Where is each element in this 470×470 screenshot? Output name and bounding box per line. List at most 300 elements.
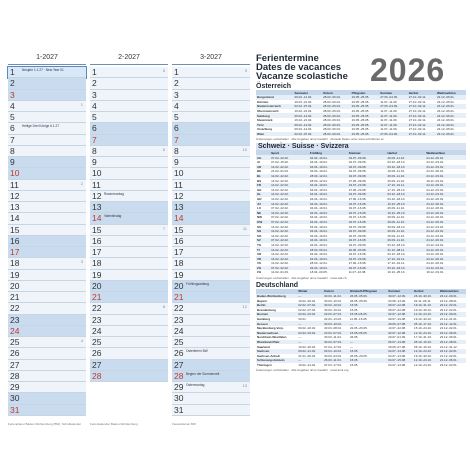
- date-cell: 24.12.-03.01.: [425, 266, 466, 271]
- day-cell[interactable]: [172, 112, 250, 123]
- day-number: 10: [10, 168, 20, 179]
- day-cell[interactable]: [172, 405, 250, 416]
- column-header: Herbst: [408, 90, 436, 95]
- date-cell: 04.04.-19.04.: [309, 242, 328, 247]
- year-heading: 2026: [370, 52, 446, 88]
- day-number: 2: [92, 78, 97, 89]
- date-cell: 24.12.-06.01.: [436, 123, 466, 128]
- day-cell[interactable]: [90, 191, 168, 202]
- region-cell: ZG: [256, 266, 270, 271]
- day-cell[interactable]: [8, 157, 86, 168]
- date-cell: 04.07.-09.08.: [348, 229, 387, 234]
- day-cell[interactable]: [172, 168, 250, 179]
- date-cell: 02.11.-06.11.: [414, 298, 432, 303]
- date-cell: 14.02.-22.02.: [271, 224, 289, 229]
- day-cell[interactable]: [8, 292, 86, 303]
- date-cell: 09.02.-14.02.: [294, 113, 323, 118]
- date-cell: 04.04.-19.04.: [309, 192, 348, 197]
- day-cell[interactable]: [172, 292, 250, 303]
- date-cell: 30.01.: [298, 317, 307, 322]
- day-cell[interactable]: [90, 303, 168, 314]
- day-note: Heilige Drei Könige 6.1.27: [22, 124, 60, 129]
- date-cell: 07.02.-22.02.: [270, 155, 309, 160]
- date-cell: 04.07.-14.08.: [387, 349, 413, 354]
- day-cell[interactable]: [172, 135, 250, 146]
- day-cell[interactable]: [90, 326, 168, 337]
- date-cell: 28.03.-06.04.: [323, 99, 341, 104]
- date-cell: 07.02.-22.02.: [270, 238, 309, 243]
- region-cell: ZH: [257, 270, 261, 275]
- day-cell[interactable]: [90, 315, 168, 326]
- day-cell[interactable]: [8, 393, 86, 404]
- date-cell: 02.02.-07.02.: [298, 307, 316, 312]
- day-cell[interactable]: [8, 348, 86, 359]
- day-number: 14: [10, 213, 20, 224]
- region-cell: SO: [257, 233, 262, 238]
- day-cell[interactable]: [90, 157, 168, 168]
- date-cell: 04.07.-09.08.: [348, 160, 367, 165]
- day-number: 21: [174, 292, 184, 302]
- day-cell[interactable]: [172, 146, 250, 157]
- day-cell[interactable]: [172, 270, 250, 281]
- region-cell: Berlin: [256, 303, 297, 308]
- day-cell[interactable]: [8, 123, 86, 134]
- day-cell[interactable]: [172, 123, 250, 134]
- day-number: 11: [174, 179, 183, 190]
- day-number: 26: [92, 348, 102, 359]
- day-cell[interactable]: [172, 348, 250, 359]
- day-number: 23: [92, 314, 102, 325]
- date-cell: 14.02.-22.02.: [271, 187, 289, 192]
- day-cell[interactable]: [172, 247, 250, 258]
- date-cell: 09.07.-22.08.: [387, 303, 413, 308]
- date-cell: 27.10.-02.11.: [408, 104, 436, 109]
- region-cell: VD: [256, 256, 270, 261]
- date-cell: 07.02.-15.02.: [271, 160, 289, 165]
- day-cell[interactable]: [172, 315, 250, 326]
- date-cell: 19.12.-03.01.: [426, 270, 444, 275]
- date-cell: 30.03.-10.04.: [323, 321, 349, 326]
- date-cell: 27.06.-16.08.: [348, 261, 367, 266]
- date-cell: 11.05.-15.05.: [349, 317, 368, 322]
- date-cell: 04.07.-14.08.: [388, 353, 406, 358]
- week-number: 11: [242, 225, 247, 231]
- austria-holiday-table: [256, 90, 466, 136]
- date-cell: 23.05.-25.05.: [351, 113, 380, 118]
- day-number: 10: [174, 168, 184, 179]
- date-cell: 24.12.-03.01.: [426, 224, 444, 229]
- date-cell: 02.03.-13.03.: [324, 317, 342, 322]
- table-row: [256, 220, 466, 225]
- date-cell: 09.02.-21.02.: [297, 349, 323, 354]
- day-cell[interactable]: [172, 157, 250, 168]
- date-cell: 04.04.-19.04.: [309, 165, 348, 170]
- date-cell: 24.12.-06.01.: [425, 155, 466, 160]
- day-number: 9: [92, 157, 97, 167]
- day-cell[interactable]: [8, 371, 86, 382]
- date-cell: 30.03.-11.04.: [323, 294, 349, 299]
- date-cell: 07.04.-17.04.: [324, 344, 342, 349]
- day-number: 28: [92, 370, 102, 381]
- day-cell[interactable]: [90, 202, 168, 213]
- date-cell: 02.07.-12.08.: [387, 312, 413, 317]
- date-cell: 17.10.-25.10.: [387, 187, 406, 192]
- day-number: 18: [92, 258, 102, 269]
- date-cell: 11.07.-11.09.: [379, 113, 408, 118]
- date-cell: 31.10.-08.11.: [387, 247, 426, 252]
- date-cell: 14.02.-22.02.: [270, 229, 309, 234]
- day-cell[interactable]: [8, 202, 86, 213]
- day-cell[interactable]: [172, 258, 250, 269]
- date-cell: 04.07.-09.08.: [348, 224, 367, 229]
- region-cell: Thüringen: [257, 362, 272, 367]
- day-number: 13: [174, 202, 184, 212]
- day-cell[interactable]: [172, 382, 250, 393]
- date-cell: 09.07.-19.08.: [388, 317, 406, 322]
- day-cell[interactable]: [8, 135, 86, 146]
- date-cell: 24.12.-06.01.: [426, 215, 444, 220]
- date-cell: 04.04.-19.04.: [309, 155, 348, 160]
- day-number: 14: [92, 213, 102, 224]
- region-cell: GL: [256, 192, 270, 197]
- day-cell[interactable]: [90, 168, 168, 179]
- date-cell: 04.04.-19.04.: [309, 233, 328, 238]
- day-cell[interactable]: [8, 213, 86, 224]
- region-cell: Burgenland: [256, 95, 294, 100]
- date-cell: 26.10.-30.10.: [413, 294, 439, 299]
- day-cell[interactable]: [172, 67, 250, 78]
- day-number: 25: [92, 337, 102, 347]
- day-number: 18: [10, 258, 20, 269]
- date-cell: 14.02.-01.03.: [271, 270, 289, 275]
- date-cell: 11.07.-16.08.: [348, 270, 367, 275]
- germany-note: Änderungen vorbehalten · Alle Angaben ohne Gewähr · www.kmk.org: [256, 368, 349, 373]
- date-cell: 23.12.-08.01.: [439, 340, 466, 345]
- date-cell: —: [297, 321, 323, 326]
- date-cell: 27.10.-02.11.: [408, 99, 427, 104]
- day-cell[interactable]: [172, 360, 250, 371]
- region-cell: TI: [256, 247, 270, 252]
- date-cell: 04.07.-09.08.: [348, 165, 387, 170]
- region-cell: Niederösterreich: [256, 104, 294, 109]
- day-cell[interactable]: [8, 405, 86, 416]
- region-cell: BE: [257, 169, 262, 174]
- day-cell[interactable]: [172, 393, 250, 404]
- date-cell: 03.10.-18.10.: [387, 196, 406, 201]
- day-cell[interactable]: [8, 168, 86, 179]
- date-cell: 30.03.-08.04.: [324, 326, 342, 331]
- day-number: 27: [174, 359, 184, 370]
- date-cell: 30.03.-11.04.: [324, 335, 342, 340]
- date-cell: 04.04.-19.04.: [309, 256, 348, 261]
- date-cell: 14.02.-22.02.: [271, 252, 289, 257]
- date-cell: 26.03.-11.04.: [323, 358, 349, 363]
- day-cell[interactable]: [90, 101, 168, 112]
- date-cell: 11.07.-11.09.: [380, 99, 398, 104]
- day-cell[interactable]: [90, 247, 168, 258]
- day-cell[interactable]: [90, 292, 168, 303]
- day-number: 1: [10, 67, 15, 77]
- day-number: 2: [174, 78, 179, 89]
- date-cell: 23.12.-06.01.: [439, 335, 458, 340]
- day-number: 6: [174, 123, 179, 134]
- date-cell: 20.06.-30.08.: [348, 247, 387, 252]
- day-number: 22: [10, 303, 20, 314]
- date-cell: 04.07.-16.08.: [348, 266, 387, 271]
- day-cell[interactable]: [172, 191, 250, 202]
- date-cell: 04.04.-19.04.: [309, 266, 348, 271]
- day-number: 7: [92, 134, 97, 145]
- day-number: 8: [10, 145, 15, 156]
- column-header: Sommer: [387, 289, 413, 294]
- date-cell: 23.12.-02.01.: [439, 303, 466, 308]
- day-cell[interactable]: [172, 78, 250, 89]
- date-cell: 10.10.-25.10.: [387, 201, 426, 206]
- date-cell: 20.07.-01.09.: [388, 335, 406, 340]
- day-cell[interactable]: [90, 90, 168, 101]
- region-cell: NW: [257, 215, 262, 220]
- day-cell[interactable]: [90, 213, 168, 224]
- day-cell[interactable]: [172, 225, 250, 236]
- day-cell[interactable]: [90, 146, 168, 157]
- day-cell[interactable]: [172, 281, 250, 292]
- day-cell[interactable]: [90, 258, 168, 269]
- week-number: 2: [80, 180, 83, 186]
- date-cell: 30.03.-07.04.: [323, 340, 349, 345]
- day-number: 1: [92, 67, 97, 77]
- column-header: Sommer: [348, 150, 387, 155]
- region-cell: OW: [256, 220, 270, 225]
- day-cell[interactable]: [90, 360, 168, 371]
- day-cell[interactable]: [8, 326, 86, 337]
- date-cell: 09.07.-22.08.: [388, 307, 406, 312]
- date-cell: 02.02.-03.02.: [297, 312, 323, 317]
- date-cell: 24.12.-08.01.: [439, 298, 458, 303]
- date-cell: 07.02.-22.02.: [270, 266, 309, 271]
- date-cell: 02.02.-07.02.: [294, 104, 323, 109]
- date-cell: 27.06.-09.08.: [348, 178, 367, 183]
- day-cell[interactable]: [90, 123, 168, 134]
- day-cell[interactable]: [8, 146, 86, 157]
- day-cell[interactable]: [90, 225, 168, 236]
- day-cell[interactable]: [172, 371, 250, 382]
- date-cell: 04.04.-19.04.: [309, 238, 348, 243]
- date-cell: 16.02.-20.02.: [298, 298, 316, 303]
- day-cell[interactable]: [8, 101, 86, 112]
- date-cell: 05.10.-17.10.: [413, 321, 439, 326]
- region-cell: TG: [257, 242, 262, 247]
- region-cell: LU: [257, 206, 261, 211]
- region-cell: Oberösterreich: [257, 109, 279, 114]
- region-cell: UR: [257, 252, 262, 257]
- date-cell: 28.03.-06.04.: [322, 104, 351, 109]
- day-number: 30: [174, 393, 184, 404]
- date-cell: 04.07.-16.08.: [348, 215, 367, 220]
- column-header: Weihnachten: [439, 289, 466, 294]
- day-cell[interactable]: [90, 281, 168, 292]
- date-cell: 04.04.-19.04.: [309, 210, 348, 215]
- day-cell[interactable]: [172, 326, 250, 337]
- date-cell: 07.02.-22.02.: [271, 215, 289, 220]
- date-cell: 23.12.-09.01.: [439, 294, 466, 299]
- date-cell: 24.12.-06.01.: [436, 104, 466, 109]
- date-cell: 26.09.-11.10.: [387, 238, 426, 243]
- day-cell[interactable]: [172, 213, 250, 224]
- date-cell: 15.05.: [349, 358, 387, 363]
- date-cell: 26.09.-11.10.: [387, 229, 426, 234]
- day-cell[interactable]: [8, 191, 86, 202]
- day-note: Ostermontag: [186, 383, 205, 387]
- date-cell: —: [297, 294, 323, 299]
- day-cell[interactable]: [172, 337, 250, 348]
- day-cell[interactable]: [8, 360, 86, 371]
- region-cell: BL: [256, 174, 270, 179]
- day-number: 25: [10, 337, 20, 347]
- month-column-1: [8, 54, 86, 426]
- date-cell: —: [349, 344, 353, 349]
- date-cell: 19.10.-31.10.: [413, 303, 439, 308]
- date-cell: 12.10.-24.10.: [413, 312, 439, 317]
- day-number: 30: [10, 393, 20, 404]
- date-cell: 04.04.-19.04.: [309, 183, 348, 188]
- date-cell: 24.12.-03.01.: [425, 174, 466, 179]
- date-cell: 28.03.-12.04.: [309, 261, 328, 266]
- date-cell: 28.03.-06.04.: [323, 118, 341, 123]
- day-cell[interactable]: [8, 281, 86, 292]
- day-number: 5: [92, 112, 97, 122]
- date-cell: 14.02.-22.02.: [271, 233, 289, 238]
- month-label: 3-2027: [172, 54, 250, 65]
- region-cell: AI: [257, 160, 260, 165]
- date-cell: 26.09.-11.10.: [387, 215, 405, 220]
- date-cell: 16.02.-21.02.: [294, 99, 313, 104]
- day-cell[interactable]: [172, 202, 250, 213]
- date-cell: 24.12.-06.01.: [426, 169, 444, 174]
- date-cell: 19.10.-30.10.: [414, 353, 432, 358]
- day-cell[interactable]: [90, 337, 168, 348]
- day-cell[interactable]: [90, 78, 168, 89]
- day-number: 12: [92, 190, 102, 201]
- day-cell[interactable]: [172, 236, 250, 247]
- date-cell: 13.07.-22.08.: [388, 326, 406, 331]
- day-cell[interactable]: [8, 236, 86, 247]
- day-number: 22: [92, 303, 102, 314]
- day-cell[interactable]: [90, 371, 168, 382]
- day-cell[interactable]: [8, 180, 86, 191]
- day-number: 24: [92, 325, 102, 336]
- date-cell: 04.07.-23.08.: [348, 183, 387, 188]
- date-cell: 21.12.-06.01.: [439, 358, 466, 363]
- day-cell[interactable]: [8, 315, 86, 326]
- day-number: 15: [92, 224, 102, 235]
- date-cell: 26.09.-11.10.: [387, 174, 426, 179]
- day-cell[interactable]: [8, 270, 86, 281]
- date-cell: 11.07.-11.09.: [380, 127, 398, 132]
- day-cell[interactable]: [8, 303, 86, 314]
- region-cell: Bremen: [256, 312, 297, 317]
- date-cell: 14.02.-22.02.: [270, 183, 309, 188]
- day-number: 26: [174, 348, 184, 359]
- day-note: Valentinstag: [104, 214, 122, 219]
- table-row: [256, 183, 466, 188]
- date-cell: 07.02.-22.02.: [271, 206, 289, 211]
- day-number: 19: [174, 269, 184, 280]
- day-cell[interactable]: [90, 236, 168, 247]
- week-number: 7: [162, 225, 165, 231]
- region-cell: JU: [256, 201, 270, 206]
- day-cell[interactable]: [8, 67, 86, 78]
- table-row: [256, 266, 466, 271]
- date-cell: —: [298, 335, 302, 340]
- date-cell: 04.07.-16.08.: [348, 238, 387, 243]
- date-cell: 04.04.-19.04.: [309, 160, 328, 165]
- date-cell: 24.12.-06.01.: [426, 206, 444, 211]
- date-cell: 22.05.-26.05.: [349, 326, 368, 331]
- day-cell[interactable]: [90, 180, 168, 191]
- day-number: 24: [174, 325, 184, 336]
- date-cell: 28.03.-06.04.: [322, 113, 351, 118]
- day-list: [8, 67, 86, 416]
- date-cell: 29.06.-07.08.: [387, 321, 413, 326]
- region-cell: Wien: [256, 132, 294, 137]
- day-cell[interactable]: [8, 78, 86, 89]
- day-cell[interactable]: [8, 112, 86, 123]
- date-cell: 30.03.-04.04.: [324, 353, 342, 358]
- region-cell: VS: [257, 261, 262, 266]
- day-cell[interactable]: [90, 270, 168, 281]
- date-cell: 23.05.-25.05.: [351, 132, 380, 137]
- day-cell[interactable]: [8, 337, 86, 348]
- day-cell[interactable]: [90, 67, 168, 78]
- day-cell[interactable]: [172, 180, 250, 191]
- day-cell[interactable]: [8, 90, 86, 101]
- day-cell[interactable]: [172, 101, 250, 112]
- day-number: 7: [10, 134, 15, 145]
- date-cell: 04.04.-19.04.: [309, 215, 328, 220]
- date-cell: 04.04.-19.04.: [309, 206, 328, 211]
- date-cell: —: [349, 340, 387, 345]
- date-cell: 31.01.-06.02.: [298, 353, 316, 358]
- table-row: [256, 155, 466, 160]
- day-cell[interactable]: [90, 348, 168, 359]
- week-number: 1: [80, 101, 83, 107]
- day-cell[interactable]: [8, 382, 86, 393]
- day-number: 13: [10, 202, 20, 212]
- date-cell: 14.02.-22.02.: [270, 210, 309, 215]
- day-number: 15: [174, 224, 184, 235]
- column-header: Semester: [294, 90, 323, 95]
- day-cell[interactable]: [8, 225, 86, 236]
- day-cell[interactable]: [172, 90, 250, 101]
- day-number: 25: [174, 337, 184, 347]
- column-header: Frühling: [309, 150, 348, 155]
- date-cell: —: [297, 358, 323, 363]
- day-cell[interactable]: [90, 135, 168, 146]
- day-number: 27: [10, 359, 20, 370]
- date-cell: 24.12.-06.01.: [437, 109, 455, 114]
- date-cell: 15.05./26.05.: [349, 331, 387, 336]
- date-cell: 11.07.-11.09.: [379, 123, 408, 128]
- day-cell[interactable]: [8, 258, 86, 269]
- day-cell[interactable]: [90, 112, 168, 123]
- date-cell: 24.12.-06.01.: [425, 201, 466, 206]
- day-cell[interactable]: [8, 247, 86, 258]
- day-number: 11: [92, 179, 101, 190]
- date-cell: 10.10.-25.10.: [387, 210, 426, 215]
- day-cell[interactable]: [172, 303, 250, 314]
- date-cell: 27.10.-02.11.: [408, 95, 436, 100]
- date-cell: 26.05.-29.05.: [349, 353, 368, 358]
